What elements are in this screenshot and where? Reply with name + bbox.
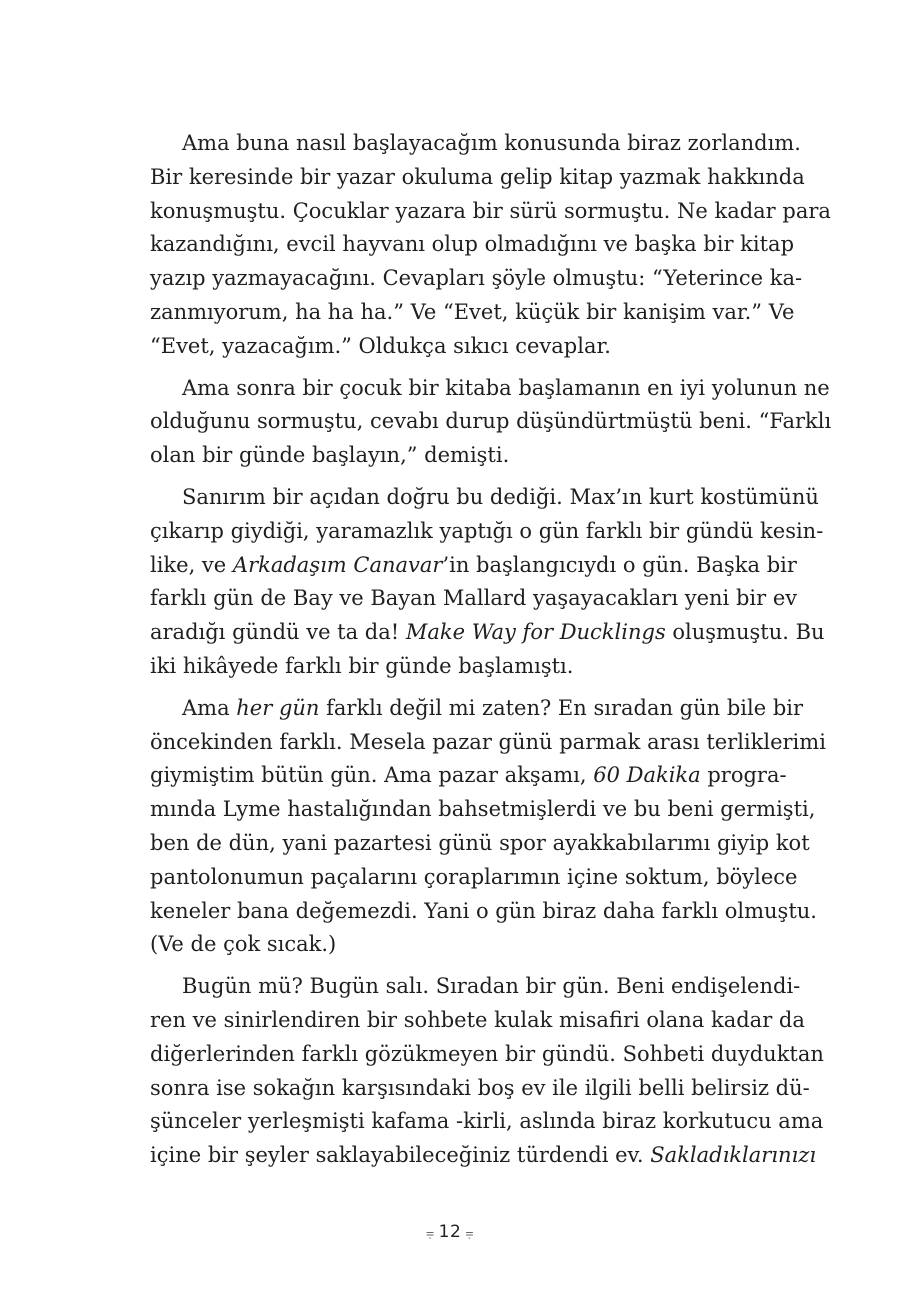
text-run: Ama	[182, 695, 237, 720]
text-line	[150, 895, 817, 929]
text-line	[150, 759, 787, 793]
italic-title: her gün	[236, 695, 320, 720]
text-line	[150, 372, 830, 406]
text-line	[150, 793, 816, 827]
text-run: mında Lyme hastalığından bahsetmişlerdi ve bu beni germişti,	[150, 797, 816, 822]
text-run: like, ve	[150, 552, 233, 577]
text-line	[150, 262, 803, 296]
text-line	[150, 127, 801, 161]
text-line	[150, 161, 805, 195]
paragraph	[150, 372, 832, 473]
text-line	[150, 1139, 817, 1173]
text-line	[150, 439, 753, 473]
text-run: Sanırım bir açıdan doğru bu dediği. Max’ın kurt kostümünü	[182, 484, 819, 509]
italic-title: 60 Dakika	[593, 763, 701, 788]
text-line	[150, 296, 795, 330]
text-line	[150, 195, 831, 229]
text-line	[150, 726, 826, 760]
text-line	[150, 1038, 824, 1072]
text-line	[150, 1105, 824, 1139]
paragraph	[150, 692, 826, 962]
text-line	[150, 1004, 805, 1038]
folio-ornament-left-icon: ⩦	[425, 1225, 435, 1241]
text-run: Bir keresinde bir yazar okuluma gelip kitap yazmak hakkında	[150, 164, 805, 189]
text-line	[150, 515, 824, 549]
paragraph	[150, 481, 825, 684]
paragraph	[150, 127, 831, 364]
text-run: olduğunu sormuştu, cevabı durup düşündürtmüştü beni. “Farklı	[150, 409, 832, 434]
text-run: iki hikâyede farklı bir günde başlamıştı.	[150, 653, 574, 678]
folio-ornament-right-icon: ⩦	[465, 1225, 474, 1241]
text-run: konuşmuştu. Çocuklar yazara bir sürü sormuştu. Ne kadar para	[150, 198, 831, 223]
italic-title: Arkadaşım Canavar	[232, 552, 443, 577]
page-number	[0, 1222, 900, 1242]
text-line	[150, 481, 819, 515]
text-line	[150, 228, 795, 262]
text-line	[150, 650, 753, 684]
page-body	[150, 127, 832, 1181]
text-line	[150, 1072, 810, 1106]
text-line	[150, 330, 753, 364]
text-line	[150, 970, 801, 1004]
text-run: Ama buna nasıl başlayacağım konusunda biraz zorlandım.	[182, 131, 801, 155]
text-line	[150, 928, 753, 962]
page-number-value: 12	[438, 1222, 462, 1242]
text-run: içine bir şeyler saklayabileceğiniz türdendi ev.	[150, 1143, 651, 1168]
paragraph	[150, 970, 824, 1173]
text-line	[150, 405, 832, 439]
italic-title: Make Way for Ducklings	[405, 620, 666, 645]
text-line	[150, 582, 798, 616]
text-run: zanmıyorum, ha ha ha.” Ve “Evet, küçük bir kanişim var.” Ve	[150, 299, 795, 324]
text-run: çıkarıp giydiği, yaramazlık yaptığı o gün farklı bir gündü kesin-	[150, 518, 824, 543]
text-run: Bugün mü? Bugün salı. Sıradan bir gün. Beni endişelendi-	[182, 974, 801, 999]
text-run: oluşmuştu. Bu	[665, 620, 825, 645]
text-run: ben de dün, yani pazartesi günü spor ayakkabılarımı giyip kot	[150, 830, 810, 855]
text-run: farklı gün de Bay ve Bayan Mallard yaşayacakları yeni bir ev	[150, 586, 798, 611]
text-line	[150, 861, 798, 895]
text-line	[150, 549, 797, 583]
text-run: kazandığını, evcil hayvanı olup olmadığını ve başka bir kitap	[150, 232, 795, 257]
text-run: diğerlerinden farklı gözükmeyen bir gündü. Sohbeti duyduktan	[150, 1041, 824, 1066]
text-run: giymiştim bütün gün. Ama pazar akşamı,	[150, 763, 594, 788]
text-line	[150, 616, 825, 650]
text-run: olan bir günde başlayın,” demişti.	[150, 443, 510, 468]
text-run: Ama sonra bir çocuk bir kitaba başlamanın en iyi yolunun ne	[182, 375, 830, 400]
text-run: keneler bana değemezdi. Yani o gün biraz daha farklı olmuştu.	[150, 898, 817, 923]
text-run: progra-	[700, 763, 787, 788]
text-run: “Evet, yazacağım.” Oldukça sıkıcı cevaplar.	[150, 333, 611, 358]
text-line	[150, 692, 804, 726]
text-run: farklı değil mi zaten? En sıradan gün bile bir	[319, 695, 804, 720]
text-line	[150, 827, 810, 861]
text-run: öncekinden farklı. Mesela pazar günü parmak arası terliklerimi	[150, 729, 826, 754]
text-run: ’in başlangıcıydı o gün. Başka bir	[442, 552, 797, 577]
text-run: sonra ise sokağın karşısındaki boş ev ile ilgili belli belirsiz dü-	[150, 1075, 810, 1100]
text-run: yazıp yazmayacağını. Cevapları şöyle olmuştu: “Yeterince ka-	[150, 266, 803, 291]
italic-title: Sakladıklarınızı	[650, 1143, 817, 1168]
text-run: ren ve sinirlendiren bir sohbete kulak misafiri olana kadar da	[150, 1007, 805, 1032]
text-run: aradığı gündü ve ta da!	[150, 620, 406, 645]
text-run: pantolonumun paçalarını çoraplarımın içine soktum, böylece	[150, 864, 798, 889]
text-run: (Ve de çok sıcak.)	[150, 932, 337, 957]
text-run: şünceler yerleşmişti kafama -kirli, aslında biraz korkutucu ama	[150, 1109, 824, 1134]
